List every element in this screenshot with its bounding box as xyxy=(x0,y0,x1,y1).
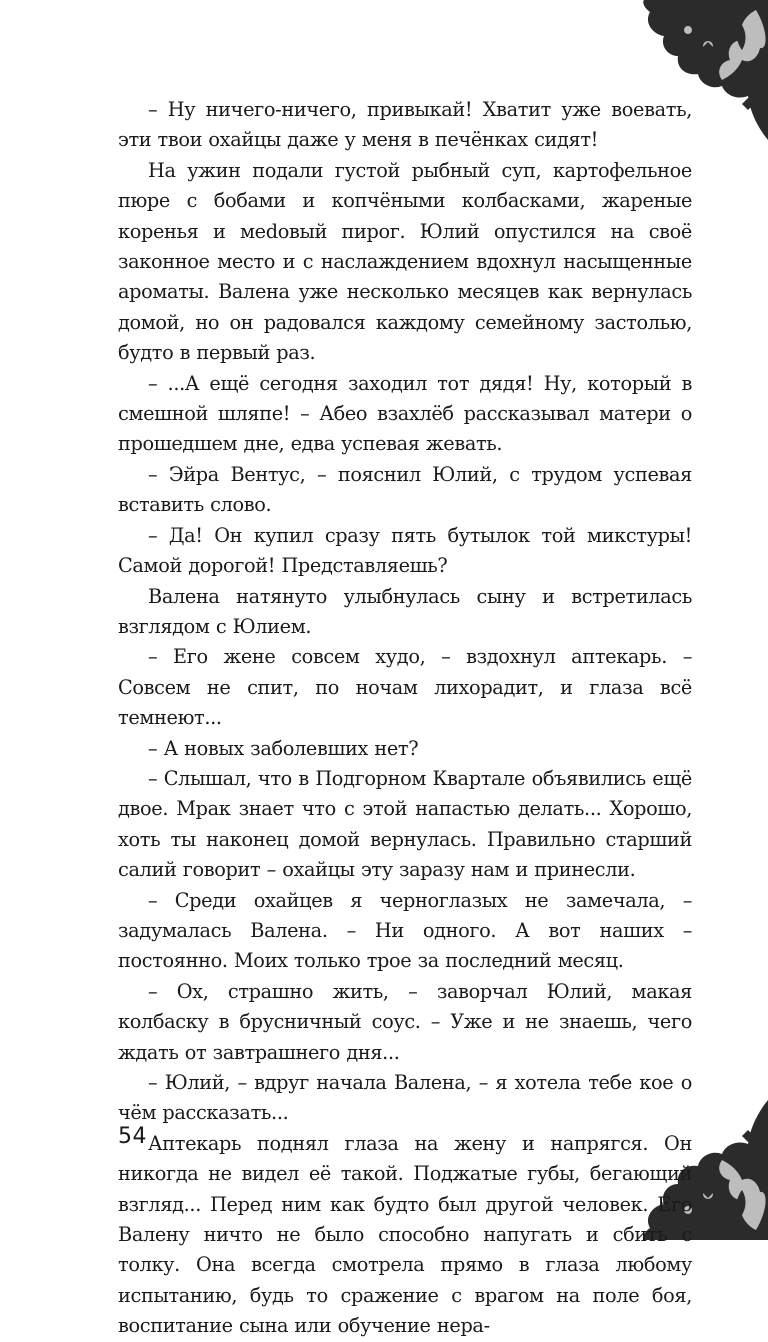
paragraph: – Юлий, – вдруг начала Валена, – я хотела тебе кое о чём рассказать... xyxy=(118,1071,692,1125)
paragraph: Валена натянуто улыбнулась сыну и встретилась взглядом с Юлием. xyxy=(118,584,692,638)
paragraph: – А новых заболевших нет? xyxy=(148,736,419,760)
paragraph: Аптекарь поднял глаза на жену и напрягся. Он никогда не видел её такой. Поджатые губы, бегающий взгляд... Перед ним как будто был другой человек. Его Валену ничто не было способно напугать и сбить с толку. Она всегда смотрела прямо в глаза любому испытанию, будь то сражение с врагом на поле боя, воспитание сына или обучение нера- xyxy=(118,1131,692,1338)
paragraph: – Ох, страшно жить, – заворчал Юлий, макая колбаску в брусничный соус. – Уже и не знаешь, чего ждать от завтрашнего дня... xyxy=(118,979,692,1064)
page-body xyxy=(118,95,692,1342)
page-number: 54 xyxy=(118,1124,147,1149)
paragraph: На ужин подали густой рыбный суп, картофельное пюре с бобами и копчёными колбасками, жареные коренья и меdовый пирог. Юлий опустился на своё законное место и с наслаждением вдохнул насыщенные ароматы. Валена уже несколько месяцев как вернулась домой, но он радовался каждому семейному застолью, будто в первый раз. xyxy=(118,158,692,365)
paragraph: – Ну ничего-ничего, привыкай! Хватит уже воевать, эти твои охайцы даже у меня в печёнках сидят! xyxy=(118,98,692,152)
paragraph: – Да! Он купил сразу пять бутылок той микстуры! Самой дорогой! Представляешь? xyxy=(118,523,692,578)
paragraph: – Эйра Вентус, – пояснил Юлий, с трудом успевая вставить слово. xyxy=(118,462,692,517)
paragraph: – Его жене совсем худо, – вздохнул аптекарь. – Совсем не спит, по ночам лихорадит, и глаза всё темнеют... xyxy=(118,645,692,730)
paragraph: – Среди охайцев я черноглазых не замечала, – задумалась Валена. – Ни одного. А вот наших – постоянно. Моих только трое за последний месяц. xyxy=(118,888,692,973)
paragraph: – ...А ещё сегодня заходил тот дядя! Ну, который в смешной шляпе! – Абео взахлёб рассказывал матери о прошедшем дне, едва успевая жевать. xyxy=(118,371,692,456)
paragraph: – Слышал, что в Подгорном Квартале объявились ещё двое. Мрак знает что с этой напастью делать... Хорошо, хоть ты наконец домой вернулась. Правильно старший салий говорит – охайцы эту заразу нам и принесли. xyxy=(118,766,692,882)
